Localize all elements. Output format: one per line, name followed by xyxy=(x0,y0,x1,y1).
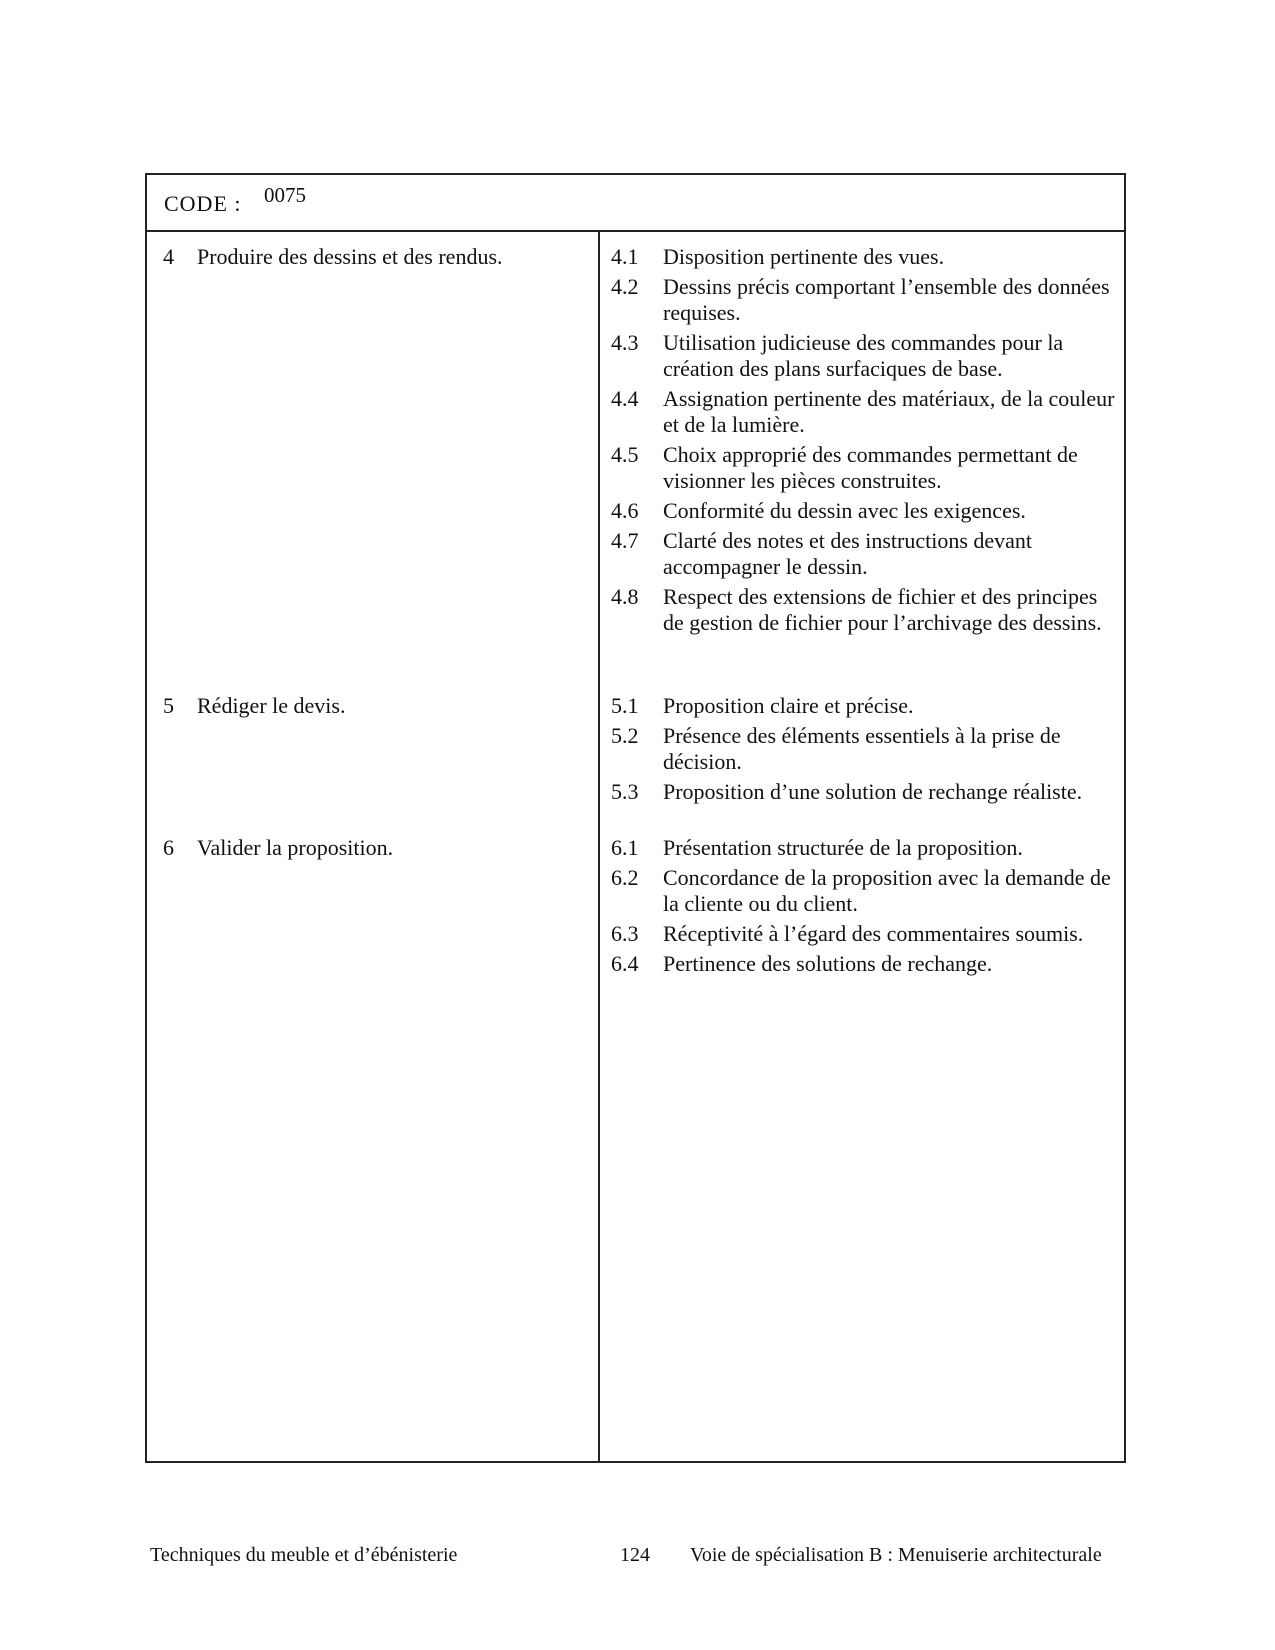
criterion-number: 5.3 xyxy=(611,779,639,804)
criterion-4-3 xyxy=(611,330,1116,382)
criteria-group-5 xyxy=(611,693,1116,809)
element-5 xyxy=(163,693,345,719)
criterion-text: Utilisation judicieuse des commandes pour la création des plans surfaciques de base. xyxy=(663,330,1064,381)
element-text: Valider la proposition. xyxy=(197,835,394,860)
page-number: 124 xyxy=(620,1544,650,1566)
criterion-number: 6.2 xyxy=(611,865,639,890)
criterion-4-1 xyxy=(611,244,1116,270)
criterion-number: 4.5 xyxy=(611,442,639,467)
column-divider xyxy=(598,230,600,1461)
element-number: 5 xyxy=(163,693,174,718)
criterion-number: 4.7 xyxy=(611,528,639,553)
competency-table xyxy=(145,173,1126,1463)
criterion-text: Clarté des notes et des instructions devant accompagner le dessin. xyxy=(663,528,1033,579)
criterion-number: 4.6 xyxy=(611,498,639,523)
criterion-text: Présentation structurée de la proposition. xyxy=(663,835,1023,860)
criterion-5-2 xyxy=(611,723,1116,775)
criterion-text: Proposition claire et précise. xyxy=(663,693,914,718)
criteria-group-6 xyxy=(611,835,1116,981)
element-number: 4 xyxy=(163,244,174,269)
criterion-text: Réceptivité à l’égard des commentaires soumis. xyxy=(663,921,1084,946)
criterion-number: 4.4 xyxy=(611,386,639,411)
criterion-number: 4.8 xyxy=(611,584,639,609)
criterion-text: Concordance de la proposition avec la demande de la cliente ou du client. xyxy=(663,865,1111,916)
criterion-number: 6.4 xyxy=(611,951,639,976)
criterion-number: 4.3 xyxy=(611,330,639,355)
footer-program-title: Techniques du meuble et d’ébénisterie xyxy=(150,1544,458,1566)
element-6 xyxy=(163,835,393,861)
criterion-4-6 xyxy=(611,498,1116,524)
element-number: 6 xyxy=(163,835,174,860)
criterion-text: Dessins précis comportant l’ensemble des données requises. xyxy=(663,274,1110,325)
code-header xyxy=(147,175,1124,232)
criterion-text: Conformité du dessin avec les exigences. xyxy=(663,498,1026,523)
criterion-number: 6.3 xyxy=(611,921,639,946)
criterion-6-4 xyxy=(611,951,1116,977)
criterion-text: Disposition pertinente des vues. xyxy=(663,244,945,269)
criterion-number: 6.1 xyxy=(611,835,639,860)
criterion-5-3 xyxy=(611,779,1116,805)
criterion-number: 4.2 xyxy=(611,274,639,299)
code-value: 0075 xyxy=(264,183,306,207)
element-text: Produire des dessins et des rendus. xyxy=(197,244,503,269)
criterion-number: 5.2 xyxy=(611,723,639,748)
footer-specialization: Voie de spécialisation B : Menuiserie architecturale xyxy=(690,1544,1102,1566)
criterion-4-2 xyxy=(611,274,1116,326)
element-text: Rédiger le devis. xyxy=(197,693,346,718)
criterion-4-8 xyxy=(611,584,1116,636)
criterion-text: Choix approprié des commandes permettant de visionner les pièces construites. xyxy=(663,442,1078,493)
criterion-text: Présence des éléments essentiels à la prise de décision. xyxy=(663,723,1061,774)
criterion-number: 5.1 xyxy=(611,693,639,718)
element-4 xyxy=(163,244,503,270)
criterion-4-7 xyxy=(611,528,1116,580)
criterion-6-3 xyxy=(611,921,1116,947)
criteria-group-4 xyxy=(611,244,1116,640)
criterion-4-5 xyxy=(611,442,1116,494)
criterion-text: Proposition d’une solution de rechange réaliste. xyxy=(663,779,1083,804)
criterion-6-2 xyxy=(611,865,1116,917)
criterion-number: 4.1 xyxy=(611,244,639,269)
code-label: CODE : xyxy=(164,191,242,216)
criterion-text: Respect des extensions de fichier et des principes de gestion de fichier pour l’archivage des dessins. xyxy=(663,584,1102,635)
criterion-text: Assignation pertinente des matériaux, de la couleur et de la lumière. xyxy=(663,386,1115,437)
criterion-5-1 xyxy=(611,693,1116,719)
criterion-4-4 xyxy=(611,386,1116,438)
criterion-text: Pertinence des solutions de rechange. xyxy=(663,951,993,976)
criterion-6-1 xyxy=(611,835,1116,861)
